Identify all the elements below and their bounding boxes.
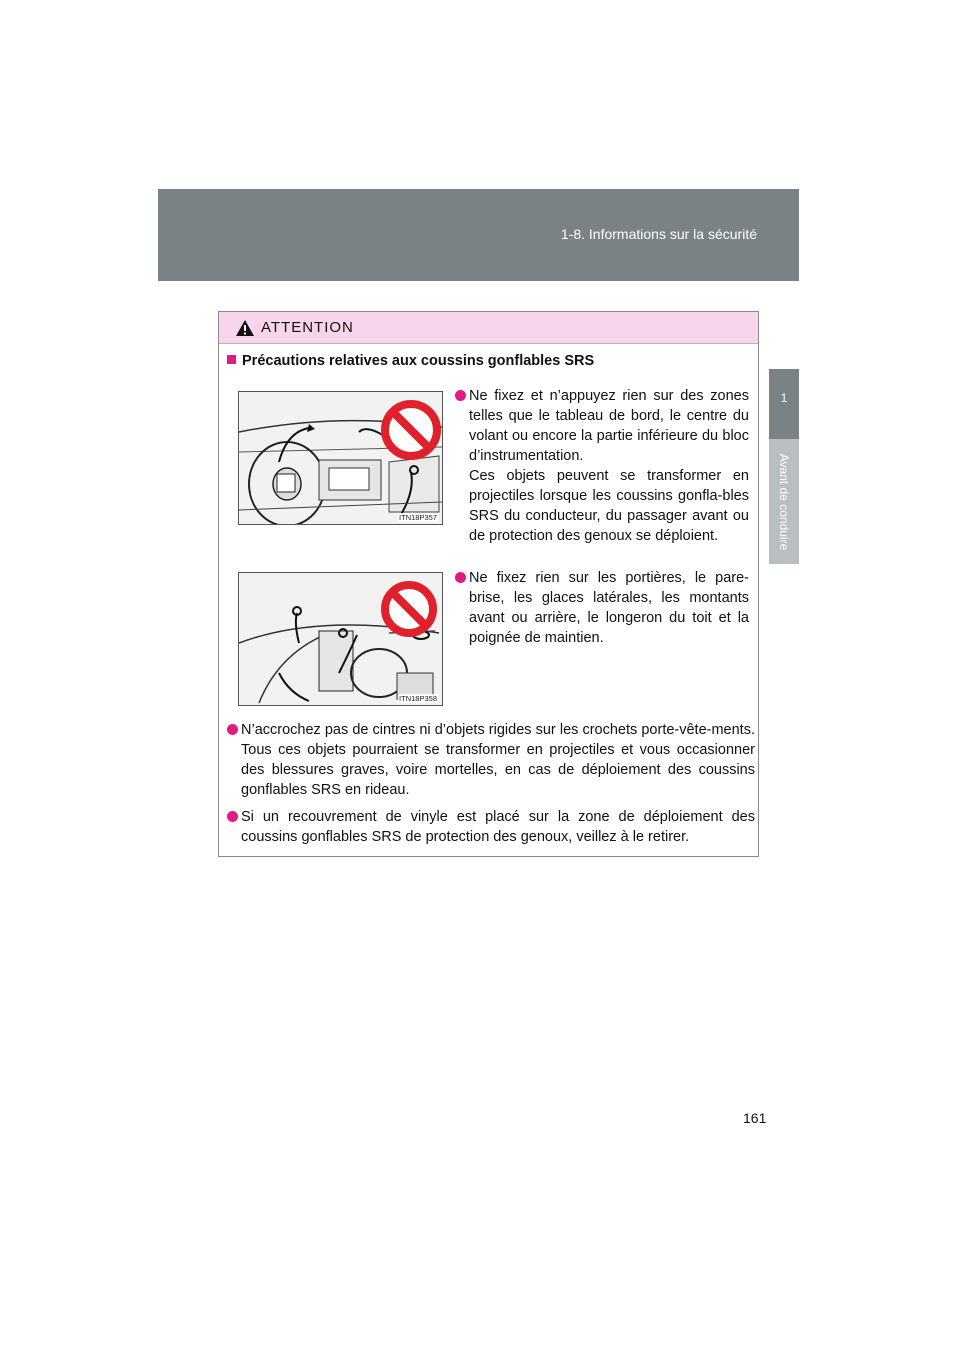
- bullet-item: [455, 568, 749, 648]
- page-number: 161: [743, 1110, 767, 1126]
- warning-title: ATTENTION: [261, 319, 354, 336]
- warning-triangle-icon: [235, 319, 255, 337]
- bullet-icon: [455, 390, 466, 401]
- chapter-title: Avant de conduire: [777, 453, 791, 550]
- warning-header: [219, 312, 758, 344]
- prohibition-icon: [385, 404, 437, 456]
- figure-code: ITN18P357: [399, 513, 437, 522]
- section-title-text: Précautions relatives aux coussins gonflables SRS: [242, 353, 595, 369]
- bullet-item: [227, 720, 755, 800]
- figure-code: ITN18P358: [399, 694, 437, 703]
- dashboard-illustration: [239, 392, 442, 524]
- bullet-icon: [227, 811, 238, 822]
- cabin-illustration: [239, 573, 442, 705]
- bullet-text: Ne fixez et n’appuyez rien sur des zones telles que le tableau de bord, le centre du volant ou encore la partie inférieure du bloc d’instrumentation.: [469, 388, 749, 464]
- bullet-text: Ne fixez rien sur les portières, le pare-brise, les glaces latérales, les montants avant ou arrière, le longeron du toit et la poignée de maintien.: [469, 570, 749, 646]
- section-heading: 1-8. Informations sur la sécurité: [560, 226, 757, 242]
- bullet-item: [455, 386, 749, 466]
- bullet-icon: [227, 724, 238, 735]
- page-header-band: [158, 189, 799, 281]
- chapter-title-tab: [769, 439, 799, 564]
- figure-cabin: [238, 572, 443, 706]
- chapter-number-tab: [769, 369, 799, 439]
- bullet-text: Ces objets peuvent se transformer en projectiles lorsque les coussins gonfla-bles SRS du conducteur, du passager avant ou de protection des genoux se déploient.: [469, 468, 749, 544]
- figure-dashboard: [238, 391, 443, 525]
- bullet-text: N’accrochez pas de cintres ni d’objets rigides sur les crochets porte-vête-ments. Tous ces objets pourraient se transformer en projectiles et vous occasionner des blessures graves, voire mortelles, en cas de déploiement des coussins gonflables SRS en rideau.: [241, 722, 755, 798]
- bullet-icon: [455, 572, 466, 583]
- prohibition-icon: [385, 585, 433, 633]
- warning-box: [218, 311, 759, 857]
- bullet-text: Si un recouvrement de vinyle est placé sur la zone de déploiement des coussins gonflables SRS de protection des genoux, veillez à le retirer.: [241, 809, 755, 845]
- bullet-item: [227, 807, 755, 847]
- bullet-continuation: [455, 466, 749, 546]
- section-title: [227, 353, 594, 369]
- square-bullet-icon: [227, 355, 236, 364]
- chapter-number: 1: [780, 391, 788, 405]
